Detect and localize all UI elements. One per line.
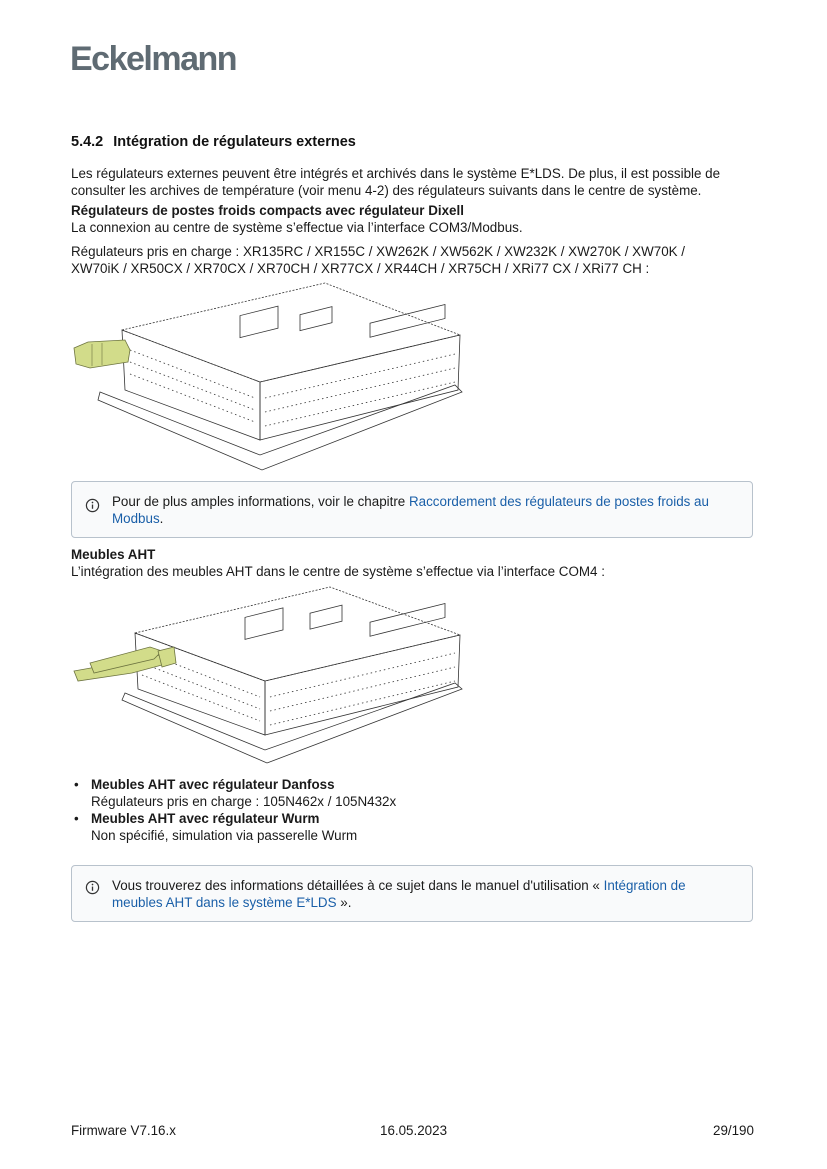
device-illustration-com4 (70, 585, 470, 770)
device-right-face (265, 635, 460, 735)
link-meubles-aht-elds[interactable]: meubles AHT dans le système E*LDS (112, 895, 337, 910)
dixell-supported-line-2: XW70iK / XR50CX / XR70CX / XR70CH / XR77CX / XR44CH / XR75CH / XRi77 CX / XRi77 CH : (71, 261, 650, 276)
port-block-3 (370, 305, 445, 338)
intro-paragraph (71, 165, 761, 199)
company-logo: Eckelmann (70, 40, 237, 78)
list-item (74, 810, 396, 844)
footer-date: 16.05.2023 (380, 1123, 448, 1138)
info-icon (85, 498, 100, 513)
device-front-face (122, 330, 260, 440)
dixell-block (71, 202, 761, 236)
dixell-heading: Régulateurs de postes froids compacts avec régulateur Dixell (71, 203, 464, 218)
dixell-supported (71, 243, 761, 277)
info-note-2-suffix: ». (340, 895, 352, 910)
device-right-face (260, 335, 460, 440)
port-block-1 (245, 608, 283, 639)
list-item-title: Meubles AHT avec régulateur Wurm (91, 811, 320, 826)
port-block-1 (240, 306, 278, 337)
vent-pattern (130, 350, 455, 426)
list-item-detail: Non spécifié, simulation via passerelle Wurm (91, 828, 358, 843)
dixell-supported-line-1: Régulateurs pris en charge : XR135RC / XR155C / XW262K / XW562K / XW232K / XW270K / XW70K / (71, 244, 686, 259)
aht-controller-list (74, 776, 396, 844)
link-raccordement-modbus[interactable]: Raccordement des régulateurs de postes froids au (408, 494, 709, 509)
info-note-1 (71, 481, 753, 538)
bullet-dot: • (74, 777, 79, 792)
link-integration-meubles[interactable]: Intégration de (603, 878, 686, 893)
info-note-2-prefix: Vous trouverez des informations détaillées à ce sujet dans le manuel d'utilisation « (112, 878, 600, 893)
device-base-plate (98, 385, 462, 470)
section-heading (71, 134, 356, 150)
bullet-dot: • (74, 811, 79, 826)
info-icon (85, 880, 100, 895)
section-title: Intégration de régulateurs externes (113, 134, 356, 150)
footer-firmware: Firmware V7.16.x (71, 1123, 176, 1138)
info-note-1-text (112, 493, 742, 527)
aht-connection: L’intégration des meubles AHT dans le centre de système s’effectue via l’interface COM4 : (71, 564, 605, 579)
port-block-2 (300, 307, 332, 331)
port-block-3 (370, 604, 445, 637)
aht-heading: Meubles AHT (71, 547, 156, 562)
device-top-face (135, 587, 460, 681)
port-block-2 (310, 605, 342, 629)
dixell-connection: La connexion au centre de système s’effectue via l’interface COM3/Modbus. (71, 220, 523, 235)
connector-cable-com4 (74, 647, 176, 681)
device-base-plate (122, 683, 462, 763)
footer-page-number: 29/190 (713, 1123, 754, 1138)
intro-line-2: consulter les archives de température (voir menu 4-2) des régulateurs suivants dans le centre de système. (71, 183, 702, 198)
intro-line-1: Les régulateurs externes peuvent être intégrés et archivés dans le système E*LDS. De plus, il est possible de (71, 166, 721, 181)
list-item-detail: Régulateurs pris en charge : 105N462x / 105N432x (91, 794, 397, 809)
info-note-1-prefix: Pour de plus amples informations, voir le chapitre (112, 494, 406, 509)
link-modbus[interactable]: Modbus (112, 511, 160, 526)
list-item (74, 776, 396, 810)
info-note-2 (71, 865, 753, 922)
aht-block (71, 546, 761, 580)
device-illustration-com3 (70, 280, 470, 475)
section-number: 5.4.2 (71, 134, 104, 150)
list-item-title: Meubles AHT avec régulateur Danfoss (91, 777, 335, 792)
connector-plug-com3 (74, 340, 130, 368)
vent-pattern (142, 651, 455, 725)
info-note-1-suffix: . (159, 511, 164, 526)
info-note-2-text (112, 877, 742, 911)
device-top-face (122, 283, 460, 382)
